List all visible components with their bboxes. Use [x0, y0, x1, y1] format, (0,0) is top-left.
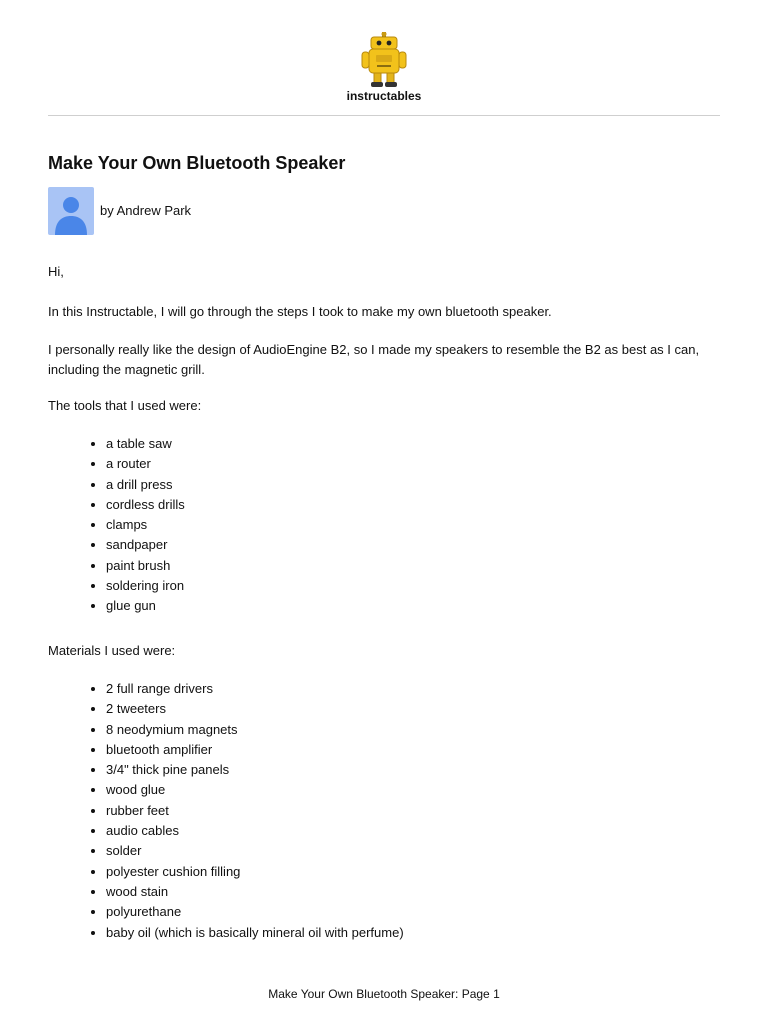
brand-name: instructables — [346, 89, 422, 103]
list-item: • polyester cushion filling — [106, 862, 404, 882]
list-item: • wood stain — [106, 882, 404, 902]
header-divider — [48, 115, 720, 116]
list-item: • wood glue — [106, 780, 404, 800]
list-item: • a router — [106, 454, 185, 474]
instructables-robot-icon — [359, 32, 409, 88]
list-item: • 2 full range drivers — [106, 679, 404, 699]
materials-heading: Materials I used were: — [48, 643, 176, 658]
design-paragraph: I personally really like the design of AudioEngine B2, so I made my speakers to resemble the B2 as best as I can, including the magnetic grill. — [48, 342, 700, 377]
list-item: • bluetooth amplifier — [106, 740, 404, 760]
tools-heading: The tools that I used were: — [48, 398, 202, 413]
page-title: Make Your Own Bluetooth Speaker — [48, 153, 346, 173]
list-item: • a drill press — [106, 475, 185, 495]
materials-list — [88, 679, 404, 943]
list-item: • paint brush — [106, 556, 185, 576]
list-item: • a table saw — [106, 434, 185, 454]
list-item: • soldering iron — [106, 576, 185, 596]
list-item: • clamps — [106, 515, 185, 535]
list-item: • polyurethane — [106, 902, 404, 922]
list-item: • 8 neodymium magnets — [106, 720, 404, 740]
intro-paragraph: In this Instructable, I will go through the steps I took to make my own bluetooth speaker. — [48, 304, 552, 319]
tools-list — [88, 434, 185, 617]
list-item: • 2 tweeters — [106, 699, 404, 719]
author-byline: by Andrew Park — [100, 203, 192, 218]
page-header — [0, 0, 768, 116]
list-item: • cordless drills — [106, 495, 185, 515]
page-footer: Make Your Own Bluetooth Speaker: Page 1 — [268, 987, 500, 1001]
list-item: • sandpaper — [106, 535, 185, 555]
list-item: • glue gun — [106, 596, 185, 616]
greeting-text: Hi, — [48, 264, 64, 279]
list-item: • rubber feet — [106, 801, 404, 821]
list-item: • audio cables — [106, 821, 404, 841]
user-avatar-icon — [48, 187, 94, 235]
list-item: • solder — [106, 841, 404, 861]
list-item: • 3/4" thick pine panels — [106, 760, 404, 780]
list-item: • baby oil (which is basically mineral oil with perfume) — [106, 923, 404, 943]
